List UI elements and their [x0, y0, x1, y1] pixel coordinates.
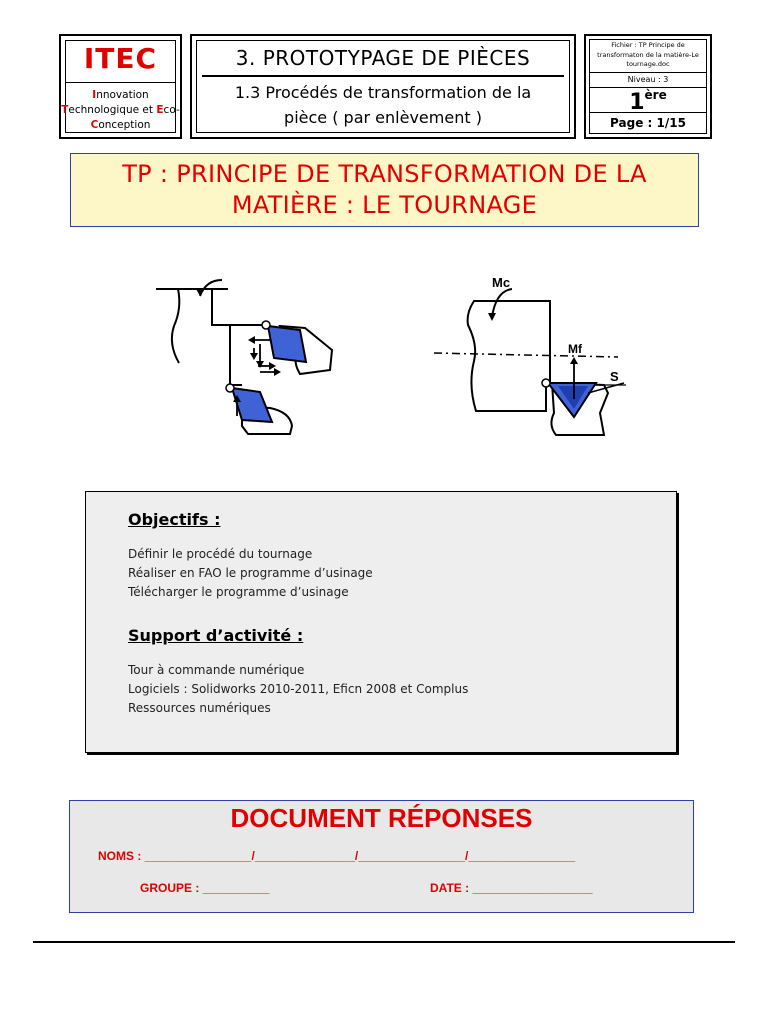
grade-label: 1ère — [629, 88, 667, 115]
turning-diagram-left — [150, 268, 350, 446]
level-label: Niveau : 3 — [590, 72, 706, 88]
mf-label: Mf — [568, 342, 582, 356]
file-name: Fichier : TP Principe de transformaton de la matière-Le tournage.doc — [597, 41, 699, 68]
tp-title-banner — [70, 153, 699, 227]
page-number: Page : 1/15 — [590, 112, 706, 133]
s-label: S — [610, 369, 619, 384]
answer-doc-title: DOCUMENT RÉPONSES — [230, 803, 533, 833]
section-title: 1.3 Procédés de transformation de la pièce ( par enlèvement ) — [234, 83, 532, 127]
list-item: Réaliser en FAO le programme d’usinage — [128, 566, 373, 580]
objectives-box — [85, 491, 677, 753]
objectives-heading: Objectifs : — [128, 510, 221, 529]
logo-name: ITEC — [83, 42, 158, 75]
tp-title: TP : PRINCIPE DE TRANSFORMATION DE LA MATIÈRE : LE TOURNAGE — [122, 160, 647, 219]
logo-tagline: Innovation Technologique et Eco- Conception — [61, 89, 180, 131]
chapter-title: 3. PROTOTYPAGE DE PIÈCES — [235, 46, 531, 70]
turning-diagram-right — [428, 265, 633, 440]
logo-box — [59, 34, 182, 139]
list-item: Définir le procédé du tournage — [128, 547, 313, 561]
list-item: Tour à commande numérique — [128, 663, 305, 677]
objectives-list — [128, 545, 373, 602]
list-item: Logiciels : Solidworks 2010-2011, Eficn 2008 et Complus — [128, 682, 469, 696]
mc-label: Mc — [492, 275, 511, 290]
groupe-field[interactable]: GROUPE : __________ — [140, 881, 270, 895]
support-list — [128, 661, 468, 718]
noms-field[interactable]: NOMS : ________________/_______________/________________/________________ — [98, 849, 576, 863]
document-info-box — [584, 34, 712, 139]
date-field[interactable]: DATE : __________________ — [430, 881, 593, 895]
footer-divider — [33, 941, 735, 943]
list-item: Ressources numériques — [128, 701, 271, 715]
header-title-box — [190, 34, 576, 139]
answer-document-box — [69, 800, 694, 913]
support-heading: Support d’activité : — [128, 626, 304, 645]
list-item: Télécharger le programme d’usinage — [128, 585, 349, 599]
